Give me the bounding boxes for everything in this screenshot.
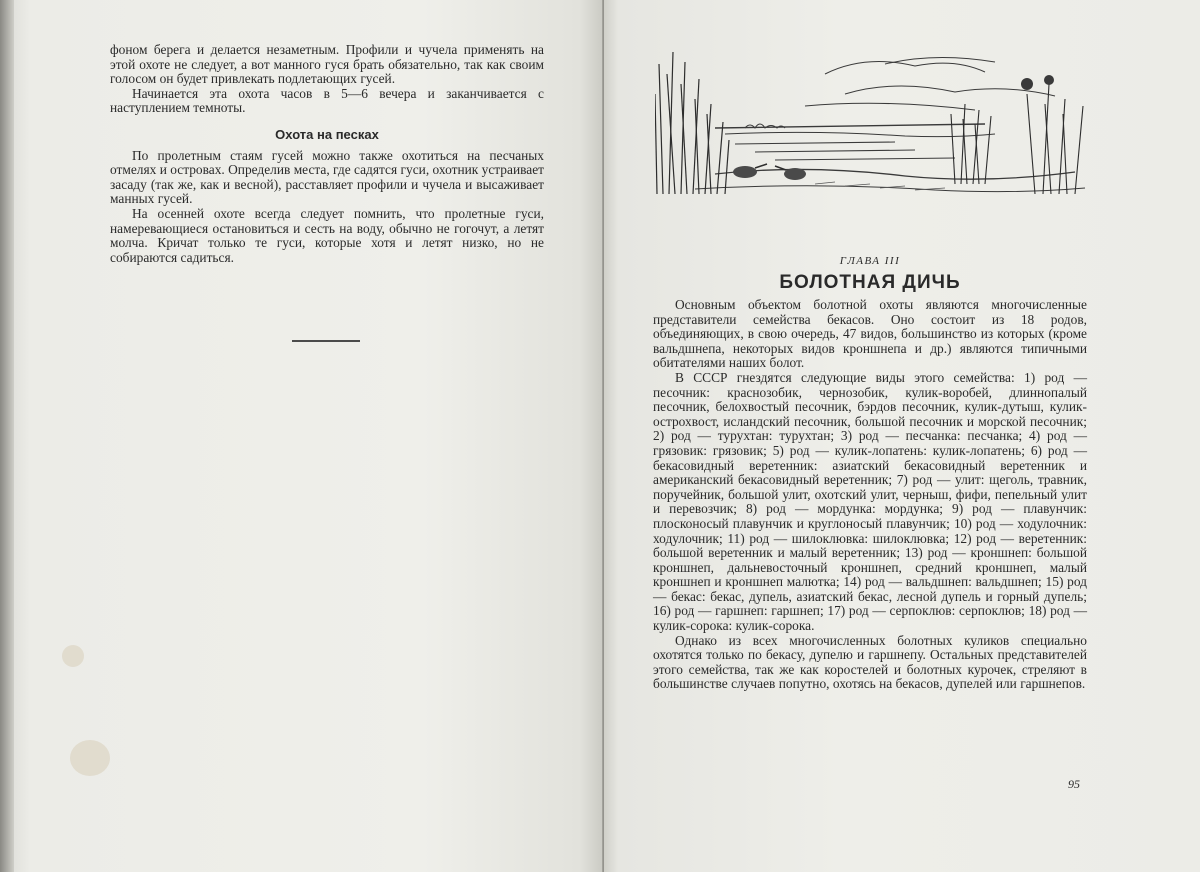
left-page-text bbox=[110, 43, 544, 265]
section-heading: Охота на песках bbox=[275, 126, 379, 142]
page-edge bbox=[0, 0, 14, 872]
paragraph: На осенней охоте всегда следует помнить, что пролетные гуси, намеревающиеся остановиться и сесть на воду, обычно не гогочут, а летят молча. Кричат только те гуси, которые хотя и летят низко, но не собираются садиться. bbox=[110, 205, 544, 265]
marsh-landscape-illustration bbox=[655, 44, 1087, 196]
chapter-label: ГЛАВА III bbox=[839, 255, 901, 267]
paragraph: В СССР гнездятся следующие виды этого семейства: 1) род — песочник: краснозобик, чернозобик, кулик-воробей, длиннопалый песочник, белохвостый песочник, бэрдов песочник, кулик-дутыш, кулик-острохвост, исландский песочник, большой песочник и морской песочник; 2) род — турухтан: турухтан; 3) род — песчанка: песчанка; 4) род — грязовик: грязовик; 5) род — кулик-лопатень: кулик-лопатень; 6) род — бекасовидный веретенник: азиатский бекасовидный веретенник и американский бекасовидный веретенник; 7) род — улит: щеголь, травник, поручейник, большой улит, охотский улит, черныш, фифи, пепельный улит и перевозчик; 8) род — мордунка: мордунка; 9) род — плавунчик: плосконосый плавунчик и круглоносый плавунчик; 10) род — ходулочник: ходулочник; 11) род — шилоклювка: шилоклювка; 12) род — веретенник: большой веретенник и малый веретенник; 13) род — кроншнеп: большой кроншнеп, дальневосточный кроншнеп, средний кроншнеп, малый кроншнеп и кроншнеп малютка; 14) род — вальдшнеп: вальдшнеп; 15) род — бекас: бекас, дупель, азиатский бекас, лесной дупель и горный дупель; 16) род — гаршнеп: гаршнеп; 17) род — серпоклюв: серпоклюв; 18) род — кулик-сорока: кулик-сорока. bbox=[653, 369, 1087, 634]
paragraph: Начинается эта охота часов в 5—6 вечера и заканчивается с наступлением темноты. bbox=[110, 85, 544, 116]
paragraph: Основным объектом болотной охоты являются многочисленные представители семейства бекасов. Оно состоит из 18 родов, объединяющих, в свою очередь, 47 видов, большинство из которых (кроме вальдшнепа, некоторых видов кроншнепа и др.) являются типичными обитателями наших болот. bbox=[653, 297, 1087, 371]
paragraph: По пролетным стаям гусей можно также охотиться на песчаных отмелях и островах. Определив места, где садятся гуси, охотник устраивает засаду (так же, как и весной), расставляет профили и чучела и высаживает манных гусей. bbox=[110, 147, 544, 207]
page-stain bbox=[62, 645, 84, 667]
paragraph: фоном берега и делается незаметным. Профили и чучела применять на этой охоте не следует, а вот манного гуся брать обязательно, так как своим голосом он будет привлекать подлетающих гусей. bbox=[110, 42, 544, 87]
right-page-text bbox=[653, 298, 1087, 692]
chapter-title: БОЛОТНАЯ ДИЧЬ bbox=[779, 272, 961, 293]
paragraph: Однако из всех многочисленных болотных куликов специально охотятся только по бекасу, дупелю и гаршнепу. Остальных представителей этого семейства, так же как коростелей и болотных курочек, стреляют в большинстве случаев попутно, охотясь на бекасов, дупелей или гаршнепов. bbox=[653, 632, 1087, 692]
page-stain bbox=[70, 740, 110, 776]
page-number: 95 bbox=[1068, 777, 1080, 791]
section-divider bbox=[292, 340, 360, 342]
